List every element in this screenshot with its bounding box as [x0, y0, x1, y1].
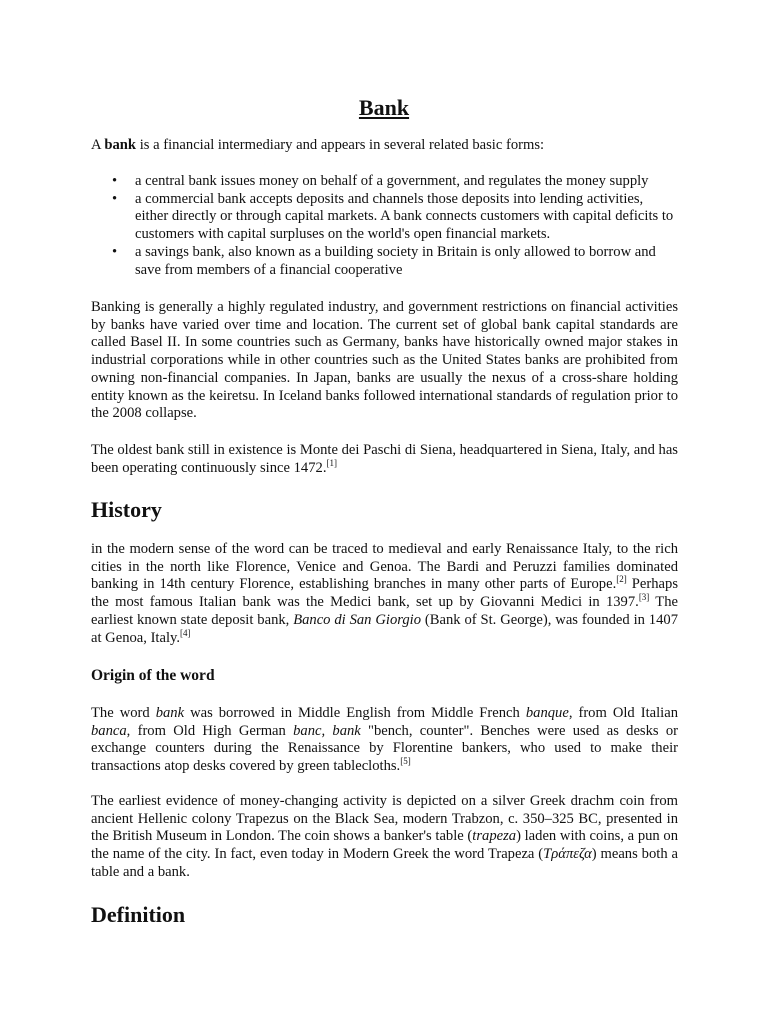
intro-paragraph — [91, 137, 678, 155]
banco-di-san-giorgio: Banco di San Giorgio — [293, 611, 422, 628]
drachm-text-2: ) laden with coins, a pun on the name of the city. In fact, even today in Modern Greek the word Trapeza ( — [91, 828, 678, 863]
origin-paragraph — [91, 705, 678, 776]
drachm-text-1: The earliest evidence of money-changing activity is depicted on a silver Greek drachm coin from ancient Hellenic colony Trapezus on the Black Sea, modern Trabzon, c. 350–325 BC, presented in the British Museum in London. The coin shows a banker's table ( — [91, 793, 678, 845]
regulation-paragraph: Banking is generally a highly regulated industry, and government restrictions on financial activities by banks have varied over time and location. The current set of global bank capital standards are called Basel II. In some countries such as Germany, banks have historically owned major stakes in industrial corporations while in other countries such as the United States banks are prohibited from owning non-financial companies. In Japan, banks are usually the nexus of a cross-share holding entity known as the keiretsu. In Iceland banks followed international standards of regulation prior to the 2008 collapse. — [91, 299, 678, 422]
list-item — [91, 173, 678, 191]
reference-link-1[interactable]: [1] — [326, 457, 337, 468]
term-banque: banque — [525, 705, 569, 721]
history-text-3: The earliest known state deposit bank, — [91, 594, 678, 628]
origin-text-5: "bench, counter". Benches were used as desks or exchange counters during the Renaissance by Florentine bankers, who used to make their transactions atop desks covered by green tablecloths. — [91, 722, 678, 775]
reference-link-4[interactable]: [4] — [180, 627, 191, 638]
history-heading: History — [91, 497, 162, 522]
term-bank: bank — [155, 705, 185, 721]
reference-link-2[interactable]: [2] — [616, 574, 627, 585]
bullet-glyph: • — [112, 190, 118, 207]
reference-link-5[interactable]: [5] — [400, 756, 411, 767]
term-banca: banca — [91, 722, 127, 739]
page-title: Bank — [358, 95, 410, 120]
origin-text-1: The word — [91, 705, 156, 721]
intro-lead: A — [91, 137, 105, 153]
origin-heading: Origin of the word — [91, 667, 215, 684]
drachm-text-3: ) means both a table and a bank. — [91, 846, 678, 880]
reference-link-3[interactable]: [3] — [638, 592, 650, 603]
intro-bold-term: bank — [104, 137, 137, 153]
oldest-bank-text: The oldest bank still in existence is Monte dei Paschi di Siena, headquartered in Siena, Italy, and has been operating continuously since 1472. — [91, 442, 678, 476]
bullet-glyph: • — [112, 173, 118, 189]
origin-text-2: was borrowed in Middle English from Middle French — [184, 705, 526, 721]
history-text-2: Perhaps the most famous Italian bank was the Medici bank, set up by Giovanni Medici in 1397. — [91, 576, 679, 611]
term-trapeza-greek: Τράπεζα — [543, 846, 592, 863]
term-banc-bank: banc, bank — [293, 722, 361, 739]
list-item-text: a commercial bank accepts deposits and channels those deposits into lending activities, either directly or through capital markets. A bank connects customers with capital deficits to customers with capital surpluses on the world's open financial markets. — [135, 190, 674, 243]
list-item — [91, 191, 678, 244]
origin-text-3: , from Old Italian — [568, 705, 678, 721]
history-text-4: (Bank of St. George), was founded in 1407 at Genoa, Italy. — [91, 611, 678, 646]
history-paragraph — [91, 541, 678, 647]
bullet-glyph: • — [112, 243, 118, 260]
term-trapeza: trapeza — [472, 828, 517, 845]
drachm-paragraph — [91, 793, 678, 882]
list-item-text: a savings bank, also known as a building society in Britain is only allowed to borrow and save from members of a financial cooperative — [135, 243, 656, 278]
list-item — [91, 244, 678, 279]
list-item-text: a central bank issues money on behalf of a government, and regulates the money supply — [135, 173, 649, 189]
origin-text-4: , from Old High German — [126, 722, 294, 739]
history-text-1: in the modern sense of the word can be traced to medieval and early Renaissance Italy, to the rich cities in the north like Florence, Venice and Genoa. The Bardi and Peruzzi families dominated banking in 14th century Florence, establishing branches in many other parts of Europe. — [91, 541, 678, 593]
oldest-bank-paragraph — [91, 442, 678, 477]
intro-rest: is a financial intermediary and appears in several related basic forms: — [136, 137, 545, 153]
definition-heading: Definition — [91, 902, 186, 927]
bank-forms-list — [91, 173, 678, 279]
